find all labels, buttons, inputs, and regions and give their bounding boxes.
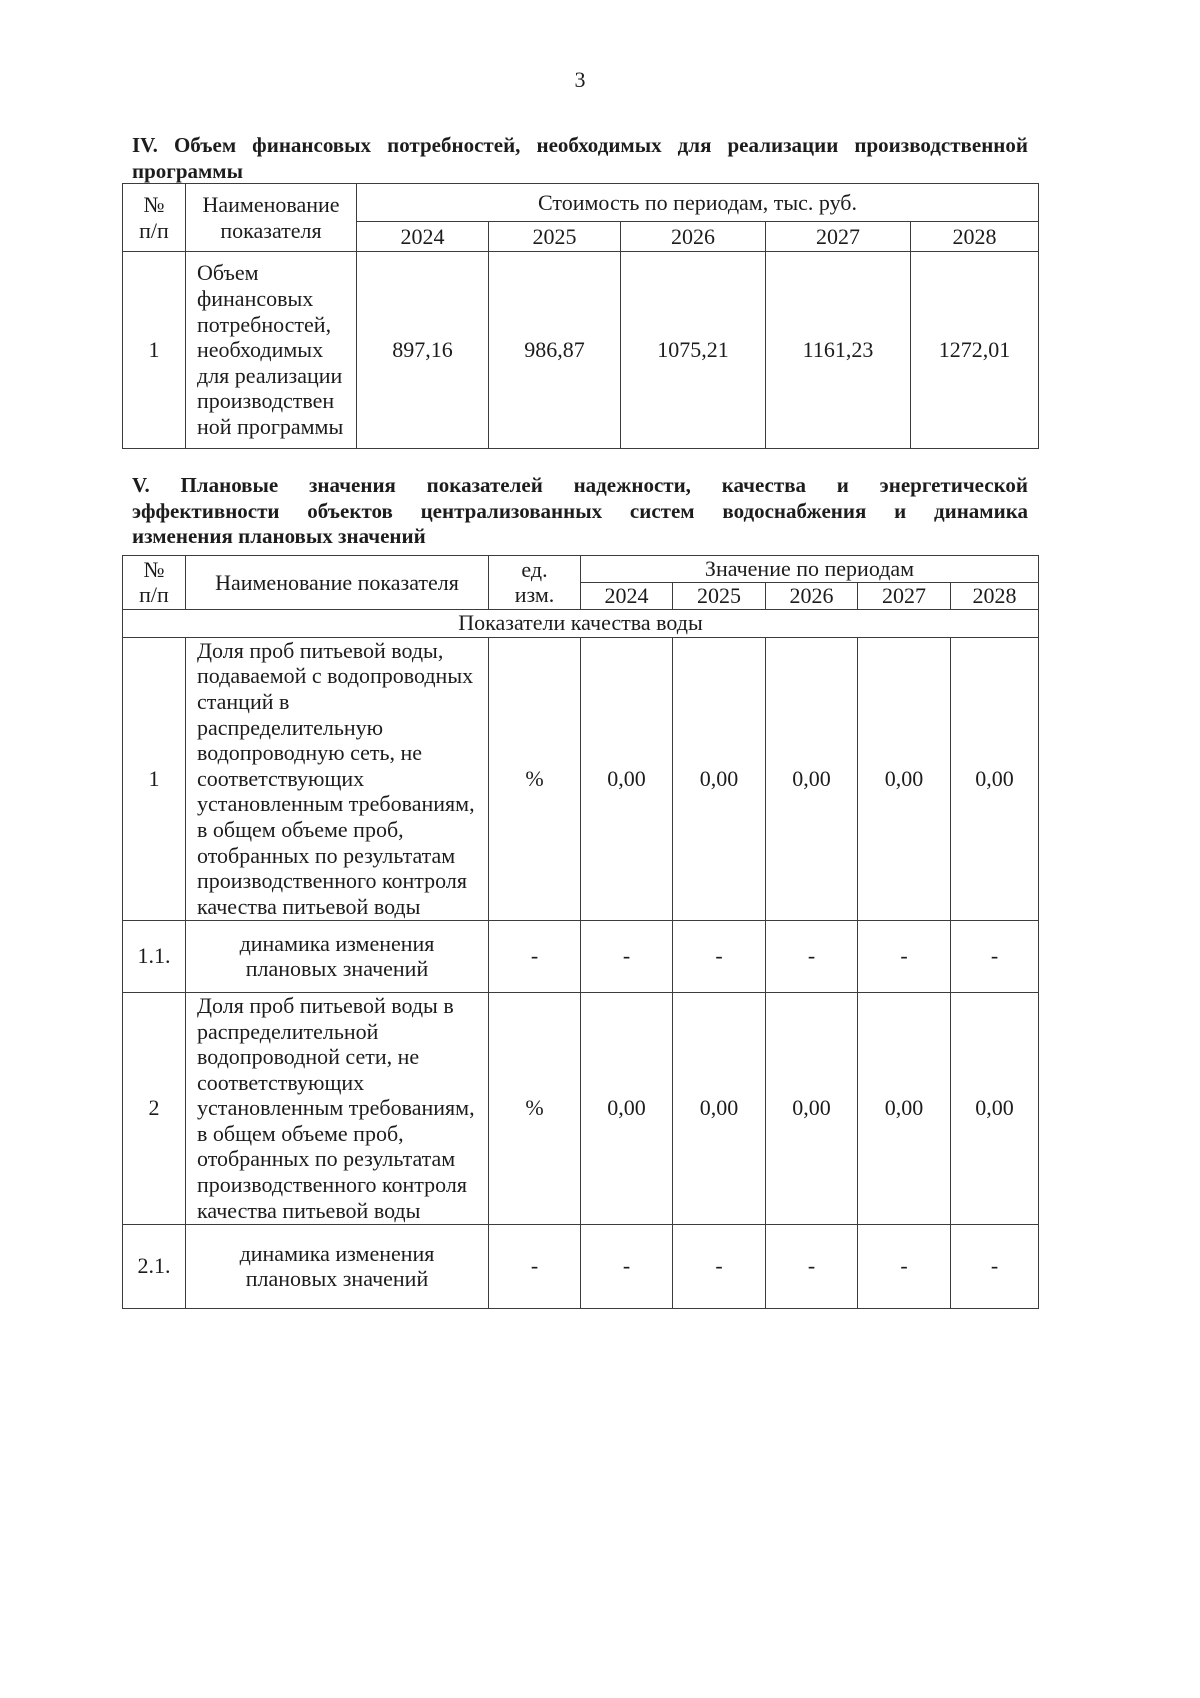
value-cell: 1272,01 [911,252,1039,449]
value-cell: 986,87 [489,252,621,449]
value-cell: - [673,920,766,992]
header-cell-cost-by-period: Стоимость по периодам, тыс. руб. [357,184,1039,222]
indicator-name-line: Объем [197,260,259,286]
indicator-name-line: станций в [197,689,290,715]
indicator-name-line: для реализации [197,362,343,388]
value-cell: 0,00 [951,992,1039,1224]
indicator-name-line: динамика изменения [239,1240,435,1266]
header-label: изм. [514,582,555,608]
indicator-name-line: распределительной [197,1018,379,1044]
indicator-name-line: установленным требованиям, [197,791,475,817]
indicator-name-line: производствен [197,388,335,414]
table-row [123,920,1039,992]
indicator-name-line: плановых значений [245,956,429,982]
value-cell: - [858,920,951,992]
row-number-cell: 1 [123,637,186,920]
unit-cell: % [489,637,581,920]
indicator-name-line: качества питьевой воды [197,893,421,919]
value-cell: 1075,21 [621,252,766,449]
indicator-name-line: производственного контроля [197,868,467,894]
header-cell-number [123,184,186,252]
indicator-name-line: установленным требованиям, [197,1095,475,1121]
year-header: 2027 [858,582,951,609]
indicator-name-cell [186,637,489,920]
row-number-cell: 2 [123,992,186,1224]
unit-cell: - [489,920,581,992]
indicator-name-cell [186,992,489,1224]
indicator-name-line: подаваемой с водопроводных [197,663,474,689]
value-cell: 0,00 [673,637,766,920]
indicator-name-line: финансовых [197,286,314,312]
indicator-name-line: Доля проб питьевой воды, [197,637,444,663]
year-header: 2026 [766,582,858,609]
value-cell: 0,00 [766,637,858,920]
indicator-name-cell [186,920,489,992]
indicator-name-cell [186,1224,489,1308]
value-cell: - [951,1224,1039,1308]
indicator-name-line: отобранных по результатам [197,842,456,868]
indicator-name-line: в общем объеме проб, [197,1120,404,1146]
water-quality-subheader: Показатели качества воды [123,609,1039,637]
value-cell: - [766,1224,858,1308]
section-5-heading [132,473,1028,550]
value-cell: - [951,920,1039,992]
table-header-row [123,556,1039,583]
header-cell-unit [489,556,581,610]
header-label: № [143,191,165,217]
row-number-cell: 1.1. [123,920,186,992]
value-cell: - [581,920,673,992]
indicator-name-line: динамика изменения [239,930,435,956]
header-label: Наименование [202,191,340,217]
table-row [123,992,1039,1224]
value-cell: 0,00 [858,992,951,1224]
unit-cell: % [489,992,581,1224]
heading-line: изменения плановых значений [132,524,426,549]
indicator-name-cell [186,252,357,449]
indicator-name-line: в общем объеме проб, [197,816,404,842]
header-cell-value-by-period: Значение по периодам [581,556,1039,583]
row-number-cell: 1 [123,252,186,449]
year-header: 2025 [489,222,621,252]
indicator-name-line: Доля проб питьевой воды в [197,992,454,1018]
indicator-name-line: ной программы [197,413,344,439]
value-cell: - [673,1224,766,1308]
row-number-cell: 2.1. [123,1224,186,1308]
value-cell: 0,00 [951,637,1039,920]
value-cell: 1161,23 [766,252,911,449]
indicator-name-line: производственного контроля [197,1172,467,1198]
indicator-name-line: отобранных по результатам [197,1146,456,1172]
header-label: ед. [521,556,548,582]
heading-line: эффективности объектов централизованных систем водоснабжения и динамика [132,498,1028,523]
year-header: 2028 [951,582,1039,609]
table-subheader-row [123,609,1039,637]
year-header: 2024 [357,222,489,252]
year-header: 2024 [581,582,673,609]
year-header: 2027 [766,222,911,252]
table-header-row [123,184,1039,222]
heading-line: программы [132,158,243,183]
table-row [123,252,1039,449]
value-cell: 0,00 [766,992,858,1224]
reliability-quality-indicators-table [122,555,1039,1309]
indicator-name-line: плановых значений [245,1266,429,1292]
header-label: № [143,556,165,582]
value-cell: 897,16 [357,252,489,449]
value-cell: 0,00 [581,637,673,920]
indicator-name-line: качества питьевой воды [197,1197,421,1223]
unit-cell: - [489,1224,581,1308]
value-cell: - [581,1224,673,1308]
value-cell: 0,00 [673,992,766,1224]
header-label: п/п [139,582,169,608]
indicator-name-line: соответствующих [197,765,365,791]
value-cell: 0,00 [858,637,951,920]
indicator-name-line: водопроводной сети, не [197,1044,420,1070]
financial-needs-table [122,183,1039,449]
value-cell: 0,00 [581,992,673,1224]
header-label: п/п [139,217,169,243]
year-header: 2025 [673,582,766,609]
year-header: 2028 [911,222,1039,252]
heading-line: V. Плановые значения показателей надежности, качества и энергетической [132,473,1028,497]
header-cell-indicator-name: Наименование показателя [186,556,489,610]
indicator-name-line: водопроводную сеть, не [197,740,423,766]
header-cell-number [123,556,186,610]
table-row [123,637,1039,920]
header-label: показателя [220,217,322,243]
value-cell: - [766,920,858,992]
value-cell: - [858,1224,951,1308]
table-row [123,1224,1039,1308]
section-4-heading [132,133,1028,184]
indicator-name-line: распределительную [197,714,384,740]
heading-line: IV. Объем финансовых потребностей, необходимых для реализации производственной [132,133,1028,157]
year-header: 2026 [621,222,766,252]
indicator-name-line: потребностей, [197,311,332,337]
indicator-name-line: соответствующих [197,1069,365,1095]
indicator-name-line: необходимых [197,337,324,363]
header-cell-indicator-name [186,184,357,252]
page-number: 3 [574,67,586,92]
